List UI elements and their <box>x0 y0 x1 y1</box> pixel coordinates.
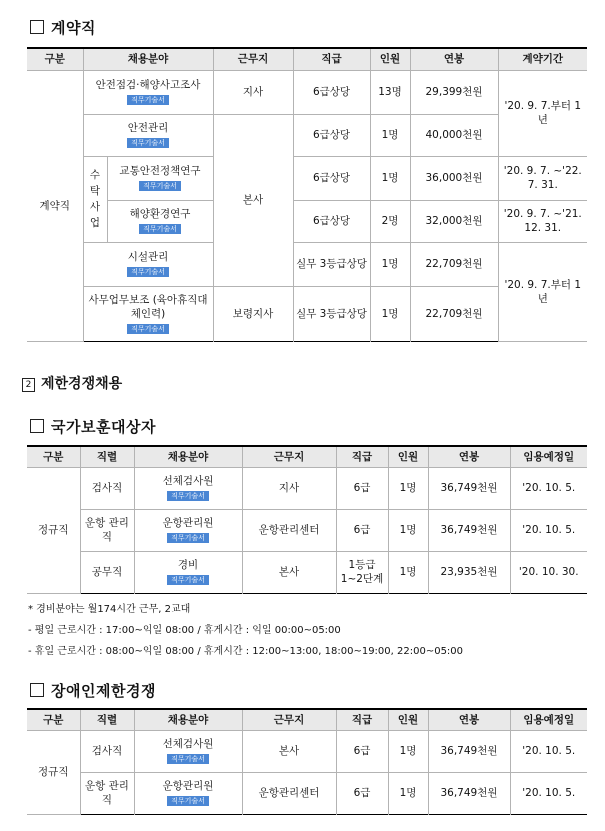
grade-cell: 6급상당 <box>293 200 370 242</box>
header-salary: 연봉 <box>428 709 510 730</box>
location-cell: 지사 <box>242 467 336 509</box>
job-description-badge[interactable]: 직무기술서 <box>127 95 169 105</box>
count-cell: 1명 <box>388 551 428 593</box>
section-heading-contract: 계약직 <box>30 17 96 38</box>
header-grade: 직급 <box>336 446 388 467</box>
period-cell: '20. 9. 7. ~'22. 7. 31. <box>498 156 587 200</box>
field-cell: 경비 직무기술서 <box>134 551 242 593</box>
grade-cell: 6급상당 <box>293 70 370 114</box>
job-description-badge[interactable]: 직무기술서 <box>127 138 169 148</box>
job-description-badge[interactable]: 직무기술서 <box>127 324 169 334</box>
count-cell: 1명 <box>388 772 428 814</box>
field-cell: 선체검사원 직무기술서 <box>134 730 242 772</box>
header-grade: 직급 <box>293 48 370 70</box>
location-cell: 본사 <box>242 551 336 593</box>
table-row <box>27 509 587 551</box>
location-cell: 지사 <box>213 70 293 114</box>
salary-cell: 36,749천원 <box>428 509 510 551</box>
header-date: 임용예정일 <box>510 709 587 730</box>
count-cell: 2명 <box>370 200 410 242</box>
note-line: - 평일 근로시간 : 17:00~익일 08:00 / 휴게시간 : 익일 00:00~05:00 <box>28 625 341 636</box>
grade-cell: 1등급 1~2단계 <box>336 551 388 593</box>
header-location: 근무지 <box>242 709 336 730</box>
count-cell: 1명 <box>388 509 428 551</box>
count-cell: 13명 <box>370 70 410 114</box>
count-cell: 1명 <box>370 286 410 341</box>
header-period: 계약기간 <box>498 48 587 70</box>
note-line: - 휴일 근로시간 : 08:00~익일 08:00 / 휴게시간 : 12:00~13:00, 18:00~19:00, 22:00~05:00 <box>28 646 464 657</box>
disabled-table <box>27 708 587 815</box>
grade-cell: 6급 <box>336 509 388 551</box>
table-row <box>27 242 587 286</box>
job-description-badge[interactable]: 직무기술서 <box>167 754 209 764</box>
table-row <box>27 551 587 593</box>
salary-cell: 36,749천원 <box>428 730 510 772</box>
field-cell: 교통안전정책연구 직무기술서 <box>107 156 213 200</box>
date-cell: '20. 10. 5. <box>510 772 587 814</box>
location-cell: 보령지사 <box>213 286 293 341</box>
header-field: 채용분야 <box>83 48 213 70</box>
job-description-badge[interactable]: 직무기술서 <box>139 224 181 234</box>
field-cell: 선체검사원 직무기술서 <box>134 467 242 509</box>
count-cell: 1명 <box>388 467 428 509</box>
header-category: 구분 <box>27 446 80 467</box>
header-count: 인원 <box>388 446 428 467</box>
count-cell: 1명 <box>388 730 428 772</box>
field-cell: 운항관리원 직무기술서 <box>134 772 242 814</box>
header-count: 인원 <box>370 48 410 70</box>
location-cell: 운항관리센터 <box>242 509 336 551</box>
header-category: 구분 <box>27 709 80 730</box>
header-salary: 연봉 <box>410 48 498 70</box>
subgroup-cell: 수 탁 사 업 <box>83 156 107 242</box>
table-row <box>27 200 587 242</box>
period-cell: '20. 9. 7.부터 1년 <box>498 242 587 341</box>
header-field: 채용분야 <box>134 709 242 730</box>
grade-cell: 6급상당 <box>293 114 370 156</box>
table-row <box>27 70 587 114</box>
salary-cell: 22,709천원 <box>410 242 498 286</box>
job-description-badge[interactable]: 직무기술서 <box>139 181 181 191</box>
table-row <box>27 156 587 200</box>
category-cell: 계약직 <box>27 70 83 341</box>
salary-cell: 23,935천원 <box>428 551 510 593</box>
field-cell: 안전관리 직무기술서 <box>83 114 213 156</box>
contract-table <box>27 47 587 342</box>
date-cell: '20. 10. 30. <box>510 551 587 593</box>
job-description-badge[interactable]: 직무기술서 <box>167 491 209 501</box>
category-cell: 정규직 <box>27 467 80 593</box>
category-cell: 정규직 <box>27 730 80 814</box>
note-line: * 경비분야는 월174시간 근무, 2교대 <box>28 604 191 615</box>
series-cell: 공무직 <box>80 551 134 593</box>
salary-cell: 22,709천원 <box>410 286 498 341</box>
grade-cell: 6급 <box>336 730 388 772</box>
salary-cell: 40,000천원 <box>410 114 498 156</box>
header-count: 인원 <box>388 709 428 730</box>
location-cell: 본사 <box>242 730 336 772</box>
section-heading-veterans: 국가보훈대상자 <box>30 416 156 437</box>
grade-cell: 6급상당 <box>293 156 370 200</box>
field-cell: 해양환경연구 직무기술서 <box>107 200 213 242</box>
veterans-table <box>27 445 587 594</box>
location-cell: 운항관리센터 <box>242 772 336 814</box>
section-heading-restricted: 2 제한경쟁채용 <box>22 373 122 393</box>
section-number: 2 <box>22 378 35 392</box>
field-cell: 안전점검·해양사고조사 직무기술서 <box>83 70 213 114</box>
checkbox-square-icon <box>30 20 44 34</box>
salary-cell: 32,000천원 <box>410 200 498 242</box>
table-row <box>27 772 587 814</box>
job-description-badge[interactable]: 직무기술서 <box>167 575 209 585</box>
date-cell: '20. 10. 5. <box>510 467 587 509</box>
grade-cell: 실무 3등급상당 <box>293 286 370 341</box>
header-location: 근무지 <box>242 446 336 467</box>
series-cell: 운항 관리직 <box>80 509 134 551</box>
field-cell: 사무업무보조 (육아휴직대체인력) 직무기술서 <box>83 286 213 341</box>
job-description-badge[interactable]: 직무기술서 <box>167 796 209 806</box>
grade-cell: 6급 <box>336 467 388 509</box>
salary-cell: 36,749천원 <box>428 772 510 814</box>
checkbox-square-icon <box>30 419 44 433</box>
grade-cell: 실무 3등급상당 <box>293 242 370 286</box>
count-cell: 1명 <box>370 156 410 200</box>
work-hours-notes <box>28 599 463 662</box>
header-series: 직렬 <box>80 446 134 467</box>
salary-cell: 36,000천원 <box>410 156 498 200</box>
grade-cell: 6급 <box>336 772 388 814</box>
field-cell: 운항관리원 직무기술서 <box>134 509 242 551</box>
header-date: 임용예정일 <box>510 446 587 467</box>
header-series: 직렬 <box>80 709 134 730</box>
header-salary: 연봉 <box>428 446 510 467</box>
header-category: 구분 <box>27 48 83 70</box>
salary-cell: 29,399천원 <box>410 70 498 114</box>
field-cell: 시설관리 직무기술서 <box>83 242 213 286</box>
count-cell: 1명 <box>370 242 410 286</box>
section-heading-disabled: 장애인제한경쟁 <box>30 680 156 701</box>
header-grade: 직급 <box>336 709 388 730</box>
header-location: 근무지 <box>213 48 293 70</box>
table-row <box>27 730 587 772</box>
period-cell: '20. 9. 7.부터 1년 <box>498 70 587 156</box>
job-description-badge[interactable]: 직무기술서 <box>167 533 209 543</box>
series-cell: 검사직 <box>80 467 134 509</box>
date-cell: '20. 10. 5. <box>510 509 587 551</box>
series-cell: 검사직 <box>80 730 134 772</box>
series-cell: 운항 관리직 <box>80 772 134 814</box>
table-row <box>27 467 587 509</box>
count-cell: 1명 <box>370 114 410 156</box>
location-cell: 본사 <box>213 114 293 286</box>
header-field: 채용분야 <box>134 446 242 467</box>
job-description-badge[interactable]: 직무기술서 <box>127 267 169 277</box>
checkbox-square-icon <box>30 683 44 697</box>
period-cell: '20. 9. 7. ~'21. 12. 31. <box>498 200 587 242</box>
date-cell: '20. 10. 5. <box>510 730 587 772</box>
salary-cell: 36,749천원 <box>428 467 510 509</box>
